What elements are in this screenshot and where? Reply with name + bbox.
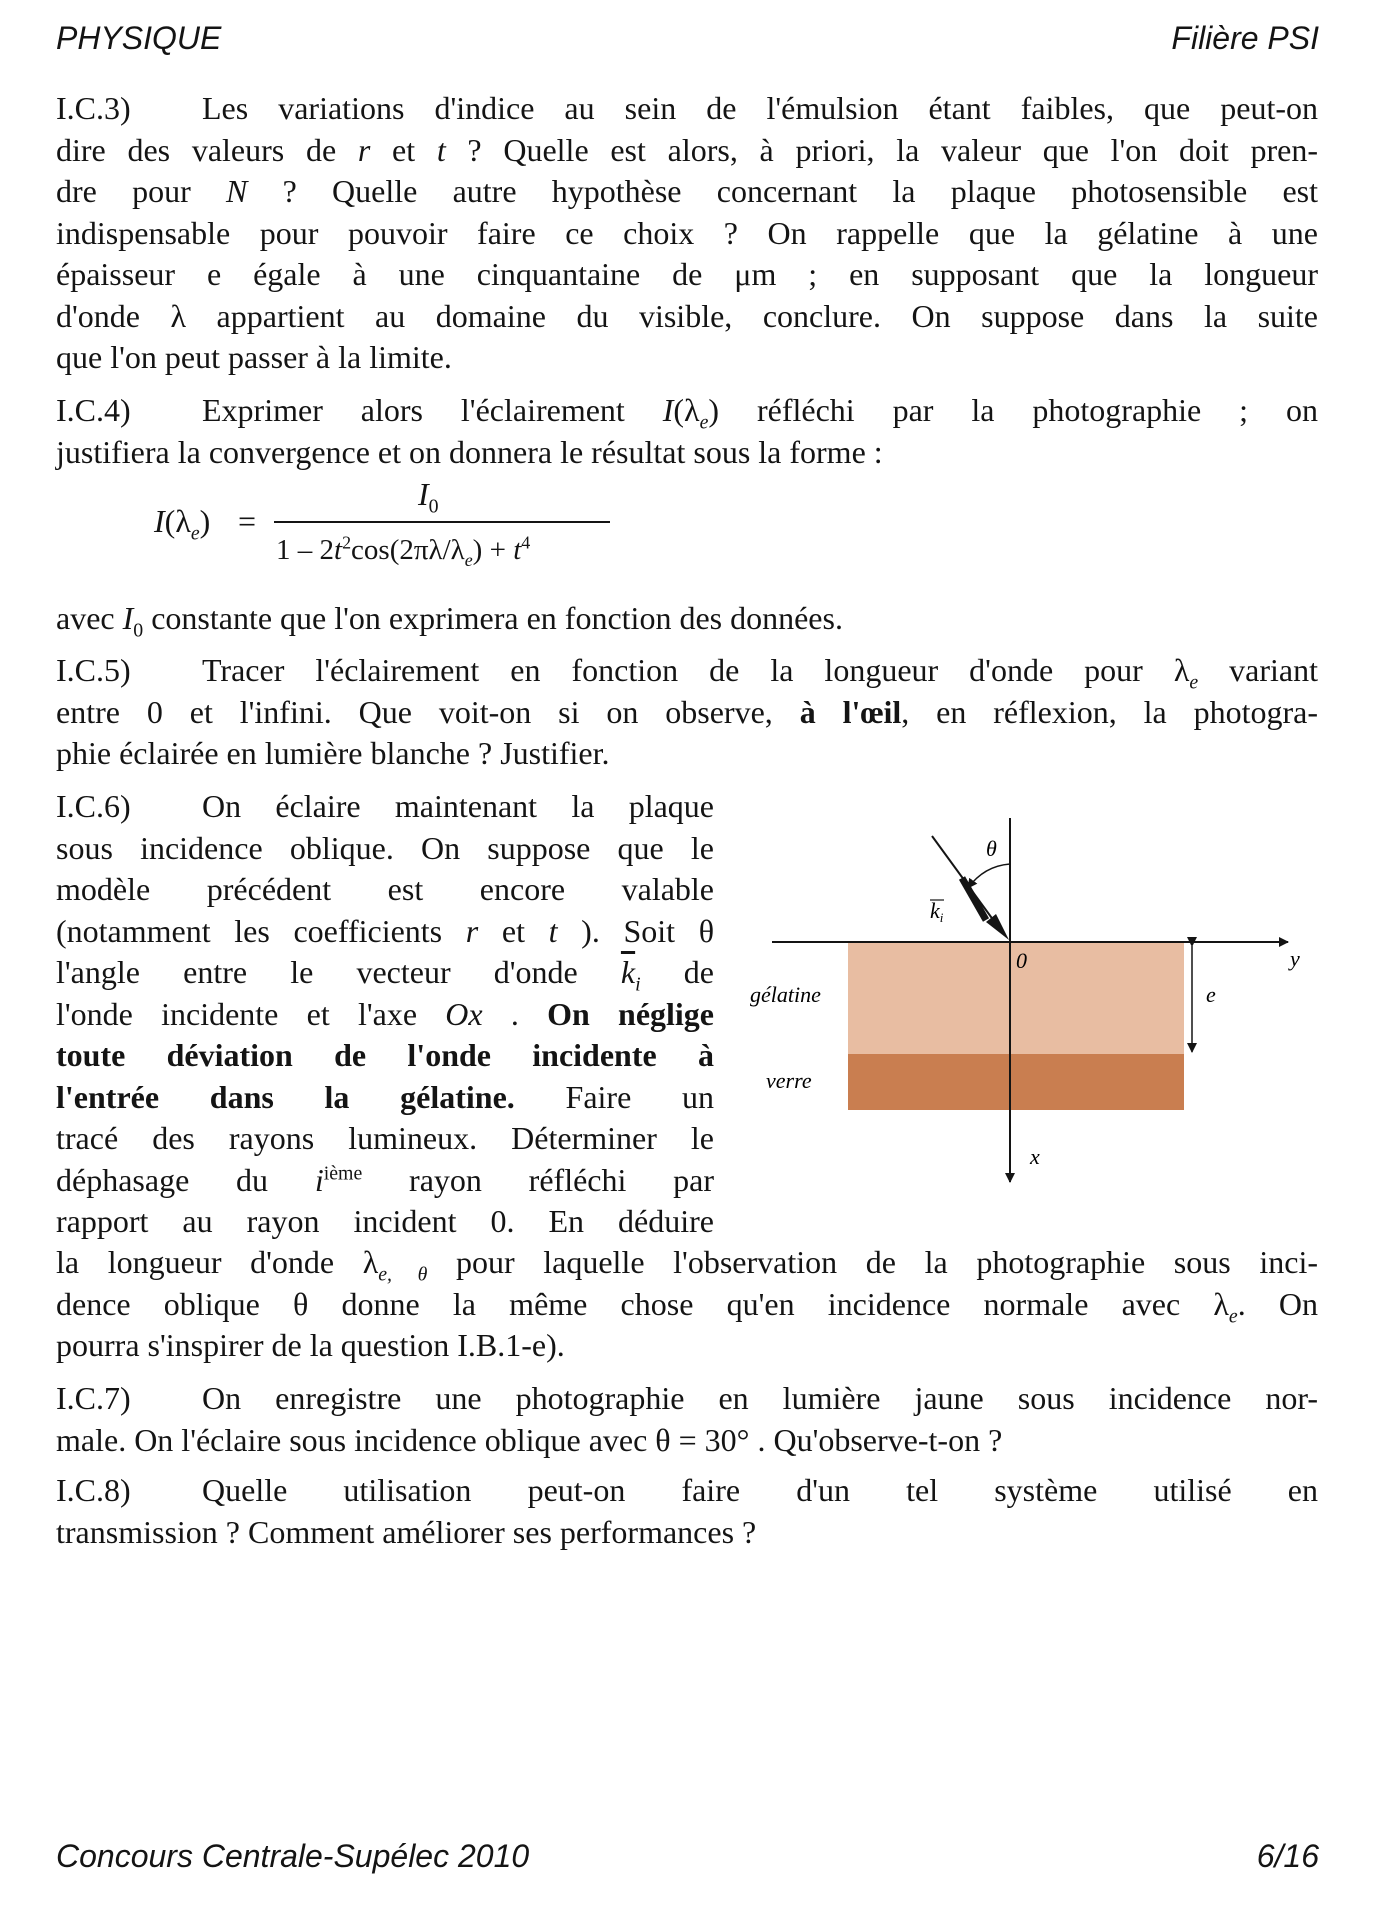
- question-label: I.C.4): [56, 392, 131, 428]
- formula-denominator: $1 - 2t^2\cos(2\pi\lambda/\lambda_e) + t^4$: [276, 532, 531, 570]
- text-span: Exprimer alors l'éclairement: [202, 392, 663, 428]
- text-line: pourra s'inspirer de la question I.B.1-e).: [56, 1327, 565, 1363]
- text-line: dence oblique θ donne la même chose qu'en incidence normale avec $\lambda_e$. On: [56, 1285, 1319, 1327]
- text-line: l'onde incidente et l'axe Ox . On néglige: [56, 995, 715, 1032]
- header-left: PHYSIQUE: [56, 20, 222, 56]
- question-label: I.C.8): [56, 1472, 131, 1508]
- theta-label: θ: [986, 836, 997, 861]
- text-line: l'entrée dans la gélatine. Faire un: [56, 1078, 715, 1115]
- gelatine-label: gélatine: [750, 982, 821, 1007]
- text-line: modèle précédent est encore valable: [56, 871, 714, 907]
- question-label: I.C.7): [56, 1380, 131, 1416]
- text-line: transmission ? Comment améliorer ses performances ?: [56, 1513, 757, 1550]
- text-line: épaisseur e égale à une cinquantaine de μm ; en supposant que la longueur: [56, 256, 1319, 292]
- text-line: rapport au rayon incident 0. En déduire: [56, 1203, 714, 1239]
- e-label: e: [1206, 982, 1216, 1007]
- text-line: dire des valeurs de r et t ? Quelle est alors, à priori, la valeur que l'on doit pren-: [56, 131, 1318, 168]
- question-ic6-continued: [56, 1242, 1318, 1367]
- footer-right: 6/16: [1256, 1838, 1319, 1874]
- footer-left: Concours Centrale-Supélec 2010: [56, 1838, 530, 1874]
- text-line: indispensable pour pouvoir faire ce choix ? On rappelle que la gélatine à une: [56, 214, 1318, 251]
- text-line: la longueur d'onde $\lambda_{e, \theta}$ pour laquelle l'observation de la photographie sous inci-: [56, 1244, 1318, 1286]
- text-line: justifiera la convergence et on donnera le résultat sous la forme :: [56, 433, 883, 470]
- question-ic6: [56, 786, 714, 1243]
- formula-after: [56, 598, 1318, 640]
- question-label: I.C.5): [56, 652, 131, 688]
- text-line: entre 0 et l'infini. Que voit-on si on observe, à l'œil, en réflexion, la photogra-: [56, 693, 1319, 730]
- text-line: phie éclairée en lumière blanche ? Justifier.: [56, 735, 610, 771]
- text-line: (notamment les coefficients r et t ). Soit θ: [56, 912, 715, 949]
- incident-arrow-body: [962, 878, 986, 920]
- fraction-bar: [274, 521, 610, 523]
- question-ic5: I.C.5) Tracer l'éclairement en fonction de la longueur d'onde pour $\lambda_e$ variant entre 0 et l'infini. Que voit-on si on observe, à l'œil, en réflexion, la photogra- phie éclairée en lumière blanche ? Justifier.: [56, 650, 1318, 775]
- formula: [150, 478, 610, 578]
- question-ic4: I.C.4) Exprimer alors l'éclairement $I(\lambda_e)$ réfléchi par la photographie ; on justifiera la convergence et on donnera le résultat sous la forme :: [56, 390, 1318, 473]
- text-line: avec $I_0$ constante que l'on exprimera en fonction des données.: [56, 600, 843, 642]
- text-line: male. On l'éclaire sous incidence oblique avec θ = 30° . Qu'observe-t-on ?: [56, 1421, 1003, 1458]
- text-line: l'angle entre le vecteur d'onde $\overline{k}_i$ de: [56, 954, 715, 996]
- header-right: Filière PSI: [1171, 20, 1319, 56]
- incident-arrow-head: [986, 914, 1009, 940]
- text-line: tracé des rayons lumineux. Déterminer le: [56, 1120, 714, 1156]
- verre-label: verre: [766, 1068, 812, 1093]
- question-ic3: [56, 88, 1318, 379]
- question-ic8: [56, 1470, 1318, 1553]
- text-line: d'onde λ appartient au domaine du visible, conclure. On suppose dans la suite: [56, 297, 1319, 334]
- origin-label: 0: [1016, 948, 1027, 973]
- text-span: On éclaire maintenant la plaque: [202, 788, 714, 824]
- question-label: I.C.3): [56, 90, 131, 126]
- text-line: déphasage du $i^{ième}$ rayon réfléchi par: [56, 1161, 715, 1198]
- question-label: I.C.6): [56, 788, 131, 824]
- text-span: On enregistre une photographie en lumière jaune sous incidence nor-: [202, 1380, 1318, 1416]
- question-ic7: [56, 1378, 1318, 1461]
- text-line: sous incidence oblique. On suppose que le: [56, 829, 714, 866]
- text-span: Quelle utilisation peut-on faire d'un tel système utilisé en: [202, 1472, 1318, 1508]
- plate-diagram: [740, 806, 1320, 1206]
- k-vector-label: ki: [930, 898, 944, 925]
- text-line: dre pour N ? Quelle autre hypothèse concernant la plaque photosensible est: [56, 173, 1319, 209]
- text-line: que l'on peut passer à la limite.: [56, 339, 452, 375]
- text-span: Tracer l'éclairement en fonction de la longueur d'onde pour: [202, 652, 1174, 688]
- text-line: toute déviation de l'onde incidente à: [56, 1037, 714, 1073]
- formula-numerator: $I_0$: [418, 476, 439, 518]
- formula-lhs: $I(\lambda_e)$: [154, 503, 211, 545]
- y-label: y: [1290, 946, 1300, 971]
- theta-arc: [968, 864, 1010, 888]
- glass-layer: [848, 1054, 1184, 1110]
- x-label: x: [1030, 1144, 1040, 1169]
- formula-equals: =: [238, 503, 257, 539]
- text-line: Les variations d'indice au sein de l'émulsion étant faibles, que peut-on: [202, 90, 1318, 126]
